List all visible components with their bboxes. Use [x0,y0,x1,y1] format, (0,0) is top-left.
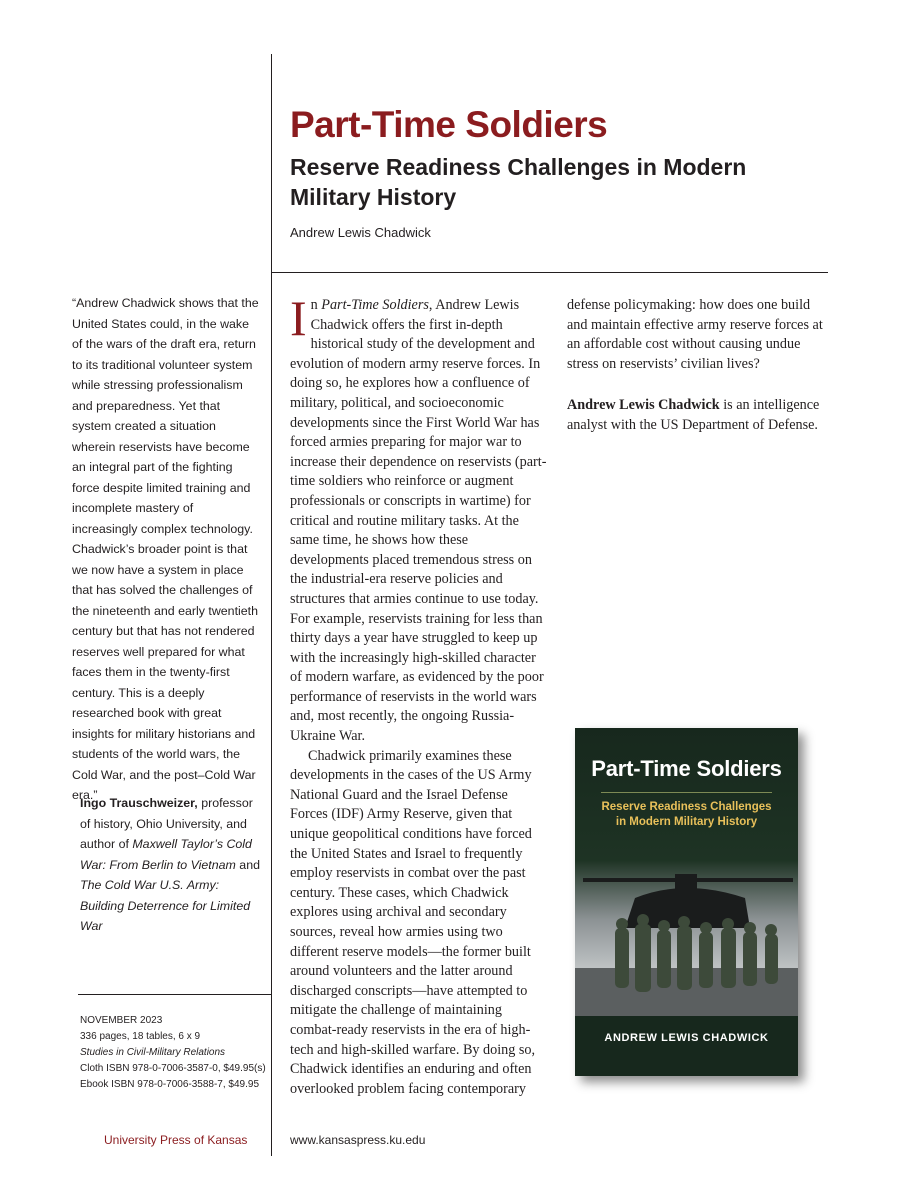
p1-text: , Andrew Lewis Chadwick offers the first in-depth historical study of the development and evolution of modern army reserve forces. In doing so, he explores how a confluence of military, political, and socioeconomic developments since the First World War has forced armies preparing for major war to increase their dependence on reservists (part-time soldiers who reinforce or augment professionals or conscripts in wartime) for critical and routine military tasks. At the same time, he shows how these developments placed tremendous stress on the industrial-era reserve policies and structures that armies continue to use today. For example, reservists training for less than thirty days a year have struggled to keep up with the increasingly high-skilled character of modern warfare, as evidenced by the poor performance of reservists in the world wars and, most recently, the ongoing Russia-Ukraine War. [290,297,547,745]
endorser-book-1: Maxwell Taylor’s Cold War: From Berlin to Vietnam [80,837,252,872]
cover-subtitle-line-1: Reserve Readiness Challenges [601,801,772,813]
description-column-1 [290,290,548,1099]
book-cover-image [575,728,798,1076]
cover-rule [601,792,772,793]
header-divider [271,272,828,273]
meta-divider [78,994,272,995]
series-name: Studies in Civil-Military Relations [80,1047,226,1058]
bio-text: is an intelligence analyst with the US Department of Defense. [567,397,820,433]
endorser-name: Ingo Trauschweizer, [80,796,198,810]
p1-book-title: Part-Time Soldiers [321,297,429,313]
endorser-book-2: The Cold War U.S. Army: Building Deterrence for Limited War [80,878,251,933]
bio-name: Andrew Lewis Chadwick [567,397,720,414]
page-title: Part-Time Soldiers [290,104,608,145]
description-paragraph-1 [290,290,548,747]
p1-lead: n [310,297,322,313]
description-paragraph-2: Chadwick primarily examines these developments in the cases of the US Army National Guard and the Israel Defense Forces (IDF) Army Reserve, given that unique geopolitical conditions have forced the United States and Israel to frequently employ reservists in combat over the past century. These cases, which Chadwick explores using archival and secondary sources, reveal how armies using two different reserve models—the former built around volunteers and the latter around discharged conscripts—have attempted to mitigate the challenge of maintaining combat-ready reservists in the era of high-tech and high-skilled warfare. By doing so, Chadwick identifies an enduring and often overlooked problem facing contemporary [290,747,536,1097]
cover-bottom-band [575,1016,798,1076]
bottom-vertical-divider [271,994,272,1156]
book-metadata [80,1013,270,1093]
description-column-2 [567,296,829,436]
endorser-role: professor of history, Ohio University, and author of [80,796,253,851]
cover-author: ANDREW LEWIS CHADWICK [604,1032,769,1044]
publisher-name: University Press of Kansas [104,1133,248,1147]
description-paragraph-2-continued: defense policymaking: how does one build and maintain effective army reserve forces at an affordable cost without causing undue stress on reservists’ civilian lives? [567,297,823,372]
endorsement-quote: “Andrew Chadwick shows that the United States could, in the wake of the wars of the draft era, return to its traditional volunteer system while stressing professionalism and preparedness. Yet that system created a situation wherein reservists have become an integral part of the fighting force despite limited training and incomplete mastery of increasingly complex technology. Chadwick’s broader point is that we now have a system in place that has solved the challenges of the nineteenth and early twentieth century but that has not rendered reserves well prepared for what faces them in the twenty-first century. This is a deeply researched book with great insights for military historians and students of the world wars, the Cold War, and the post–Cold War era.” [72,296,259,802]
cover-subtitle-line-2: in Modern Military History [615,816,758,828]
cover-subtitle [575,800,798,830]
pub-date: NOVEMBER 2023 [80,1015,163,1026]
top-vertical-divider [271,54,272,273]
cover-title: Part-Time Soldiers [591,756,782,781]
endorsement-attribution [80,793,265,937]
ebook-isbn: Ebook ISBN 978-0-7006-3588-7, $49.95 [80,1079,260,1090]
author-name: Andrew Lewis Chadwick [290,225,431,240]
drop-cap: I [290,290,307,346]
endorser-and: and [235,857,260,872]
page-subtitle: Reserve Readiness Challenges in Modern Military History [290,154,747,210]
publisher-url[interactable]: www.kansaspress.ku.edu [290,1133,426,1147]
left-column-divider [271,272,272,994]
page-count: 336 pages, 18 tables, 6 x 9 [80,1031,201,1042]
author-bio [567,396,829,435]
cloth-isbn: Cloth ISBN 978-0-7006-3587-0, $49.95(s) [80,1063,266,1074]
